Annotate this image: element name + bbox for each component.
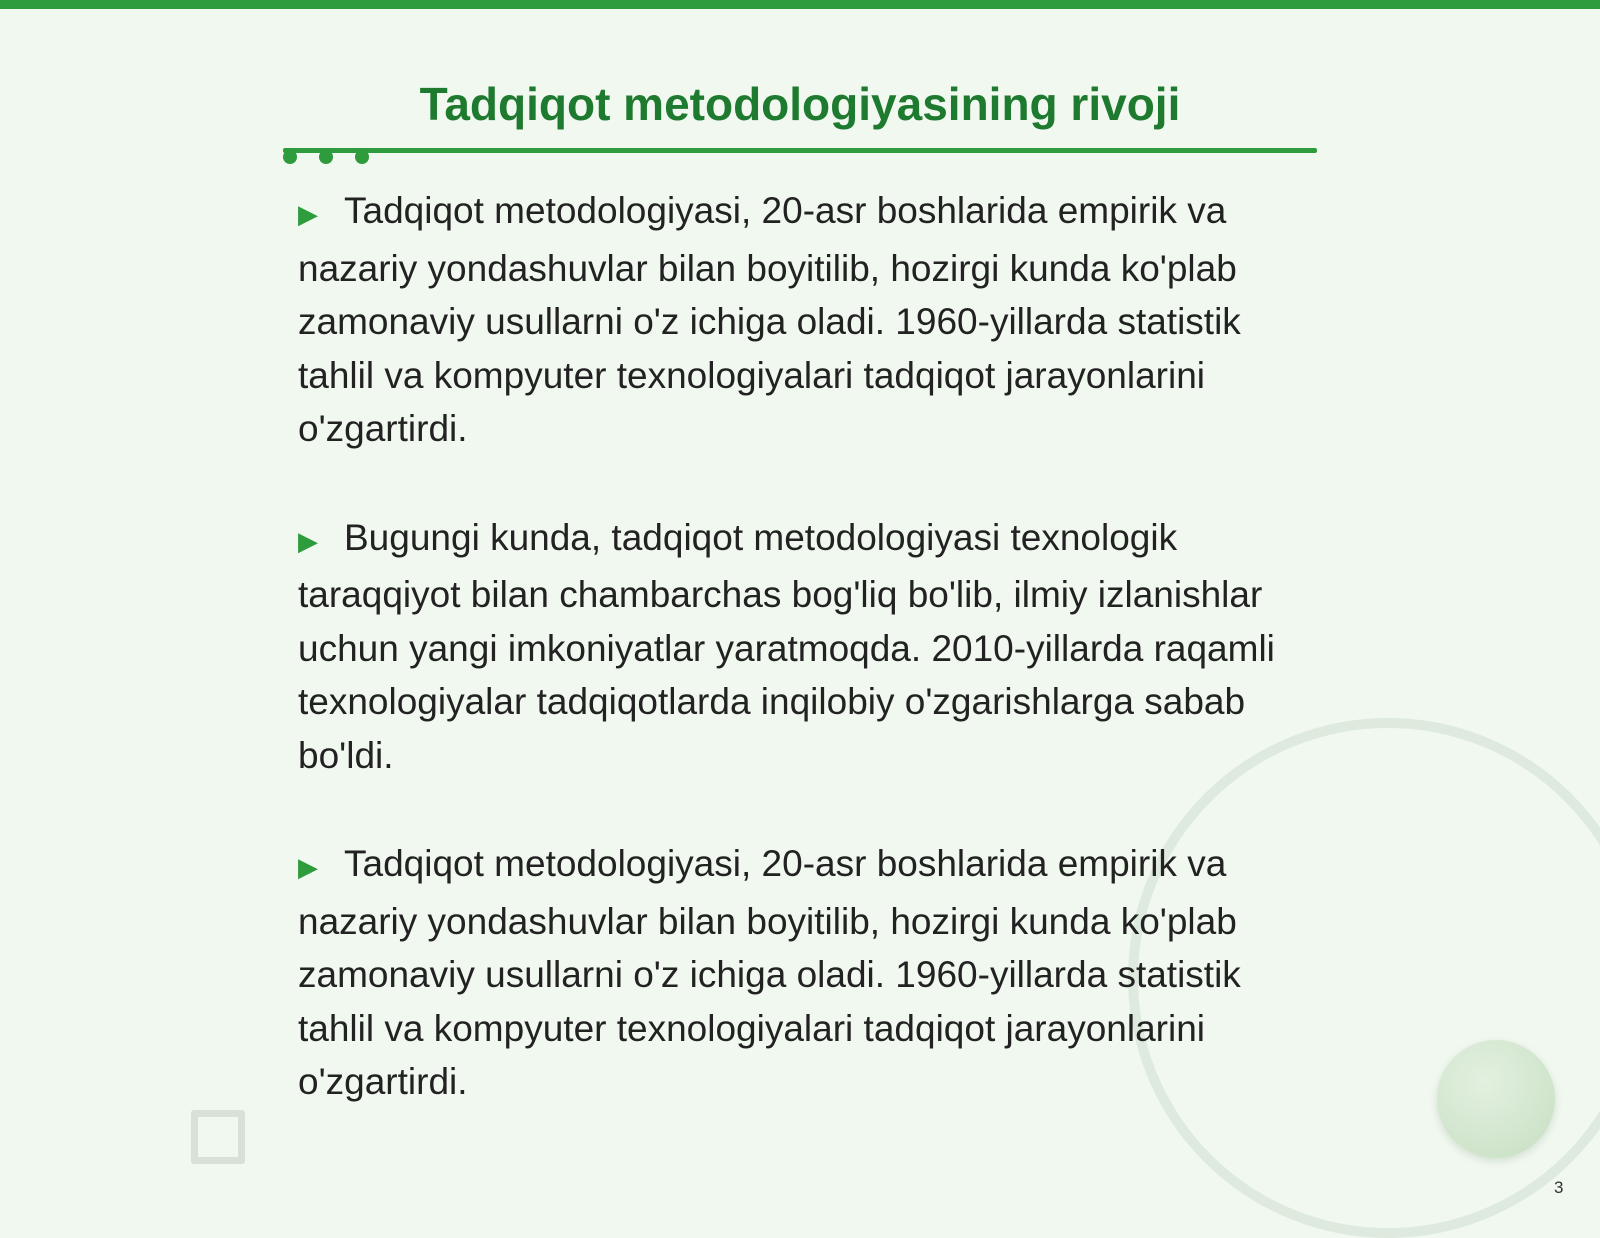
page-number: 3 [1554,1178,1564,1197]
bullet-list [298,184,1308,1164]
bullet-item-2 [298,511,1308,783]
triangle-right-icon: ▶ [298,525,318,556]
slide-title: Tadqiqot metodologiyasining rivoji [419,78,1181,130]
triangle-right-icon: ▶ [298,852,318,882]
underline-dot-2 [319,150,333,164]
underline-dot-1 [283,150,297,164]
bullet-text-1: Tadqiqot metodologiyasi, 20-asr boshlarida empirik va nazariy yondashuvlar bilan boyitilib, hozirgi kunda ko'plab zamonaviy usullarni o'z ichiga oladi. 1960-yillarda statistik tahlil va kompyuter texnologiyalari tadqiqot jarayonlarini o'zgartirdi. [298,190,1241,449]
bullet-item-1 [298,184,1308,456]
bullet-item-3 [298,837,1308,1109]
decorative-square [191,1110,245,1164]
decorative-circle [1437,1040,1555,1158]
bullet-text-3: Tadqiqot metodologiyasi, 20-asr boshlarida empirik va nazariy yondashuvlar bilan boyitilib, hozirgi kunda ko'plab zamonaviy usullarni o'z ichiga oladi. 1960-yillarda statistik tahlil va kompyuter texnologiyalari tadqiqot jarayonlarini o'zgartirdi. [298,843,1241,1102]
underline-dot-3 [355,150,369,164]
title-underline [283,148,1317,153]
bullet-text-2: Bugungi kunda, tadqiqot metodologiyasi texnologik taraqqiyot bilan chambarchas bog'liq bo'lib, ilmiy izlanishlar uchun yangi imkoniyatlar yaratmoqda. 2010-yillarda raqamli texnologiyalar tadqiqotlarda inqilobiy o'zgarishlarga sabab bo'ldi. [298,516,1275,776]
top-accent-bar [0,0,1600,9]
triangle-right-icon: ▶ [298,199,318,229]
